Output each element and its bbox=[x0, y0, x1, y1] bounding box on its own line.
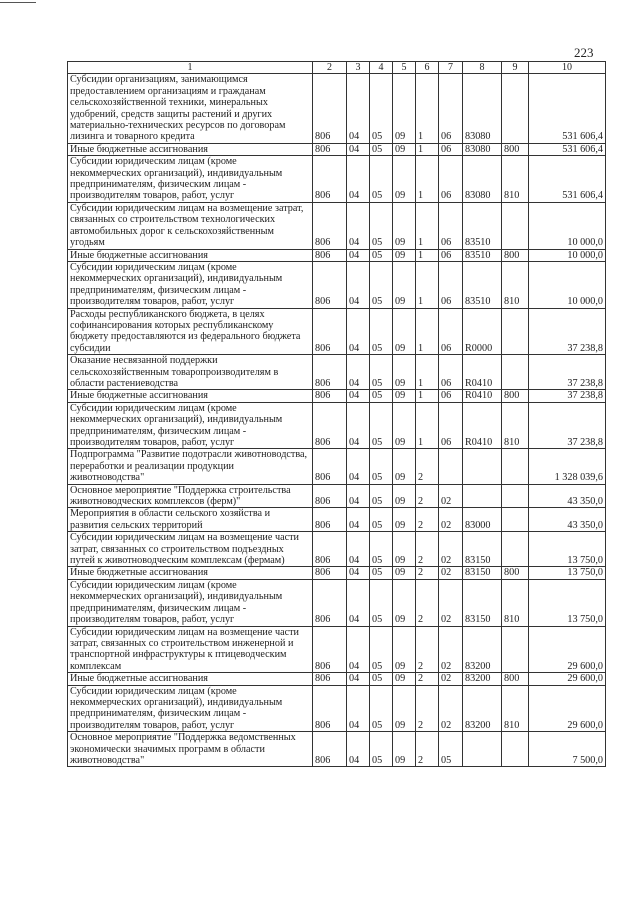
row-section: 04 bbox=[347, 249, 370, 261]
column-header: 7 bbox=[439, 62, 463, 74]
row-activity: 02 bbox=[439, 673, 463, 685]
row-expense-type bbox=[502, 732, 529, 767]
row-amount: 37 238,8 bbox=[529, 355, 606, 390]
row-expense-type bbox=[502, 484, 529, 508]
row-amount: 531 606,4 bbox=[529, 143, 606, 155]
row-ministry-code: 806 bbox=[313, 732, 347, 767]
table-row bbox=[68, 156, 606, 203]
row-subsection: 05 bbox=[370, 390, 393, 402]
row-ministry-code: 806 bbox=[313, 308, 347, 355]
row-amount: 29 600,0 bbox=[529, 673, 606, 685]
row-subsection: 05 bbox=[370, 249, 393, 261]
row-amount: 43 350,0 bbox=[529, 508, 606, 532]
table-row bbox=[68, 202, 606, 249]
row-expense-type bbox=[502, 355, 529, 390]
row-direction: 83200 bbox=[463, 685, 502, 732]
row-subprogram: 1 bbox=[416, 156, 439, 203]
row-amount: 13 750,0 bbox=[529, 567, 606, 579]
row-subsection: 05 bbox=[370, 673, 393, 685]
row-ministry-code: 806 bbox=[313, 249, 347, 261]
row-subsection: 05 bbox=[370, 261, 393, 308]
row-section: 04 bbox=[347, 156, 370, 203]
row-description: Субсидии юридическим лицам на возмещение части затрат, связанных со строительством инженерной и транспортной инфраструктуры к птицеводческим комплексам bbox=[68, 626, 313, 673]
row-subprogram: 1 bbox=[416, 390, 439, 402]
row-ministry-code: 806 bbox=[313, 579, 347, 626]
row-ministry-code: 806 bbox=[313, 685, 347, 732]
row-amount: 13 750,0 bbox=[529, 532, 606, 567]
row-description: Субсидии юридическим лицам (кроме некоммерческих организаций), индивидуальным предпринимателям, физическим лицам - производителям товаров, работ, услуг bbox=[68, 156, 313, 203]
row-direction: R0410 bbox=[463, 402, 502, 449]
row-direction bbox=[463, 484, 502, 508]
table-row bbox=[68, 567, 606, 579]
table-row bbox=[68, 261, 606, 308]
row-ministry-code: 806 bbox=[313, 74, 347, 143]
table-row bbox=[68, 143, 606, 155]
row-expense-type: 810 bbox=[502, 261, 529, 308]
row-direction bbox=[463, 732, 502, 767]
row-ministry-code: 806 bbox=[313, 143, 347, 155]
row-direction: 83150 bbox=[463, 532, 502, 567]
table-row bbox=[68, 484, 606, 508]
row-subsection: 05 bbox=[370, 567, 393, 579]
row-direction: 83510 bbox=[463, 249, 502, 261]
row-subprogram: 2 bbox=[416, 685, 439, 732]
row-subsection: 05 bbox=[370, 532, 393, 567]
row-subprogram: 1 bbox=[416, 249, 439, 261]
row-program: 09 bbox=[393, 74, 416, 143]
row-program: 09 bbox=[393, 390, 416, 402]
row-direction: 83200 bbox=[463, 626, 502, 673]
row-program: 09 bbox=[393, 508, 416, 532]
row-activity: 06 bbox=[439, 74, 463, 143]
row-direction: 83080 bbox=[463, 74, 502, 143]
row-expense-type bbox=[502, 626, 529, 673]
row-expense-type bbox=[502, 449, 529, 484]
row-program: 09 bbox=[393, 355, 416, 390]
row-expense-type: 810 bbox=[502, 579, 529, 626]
row-subprogram: 2 bbox=[416, 567, 439, 579]
row-amount: 29 600,0 bbox=[529, 685, 606, 732]
row-direction: 83150 bbox=[463, 579, 502, 626]
row-direction: 83510 bbox=[463, 202, 502, 249]
row-description: Основное мероприятие "Поддержка строительства животноводческих комплексов (ферм)" bbox=[68, 484, 313, 508]
row-expense-type: 800 bbox=[502, 143, 529, 155]
row-direction: R0000 bbox=[463, 308, 502, 355]
row-description: Основное мероприятие "Поддержка ведомственных экономически значимых программ в области животноводства" bbox=[68, 732, 313, 767]
row-description: Иные бюджетные ассигнования bbox=[68, 567, 313, 579]
table-row bbox=[68, 732, 606, 767]
row-activity: 02 bbox=[439, 508, 463, 532]
table-row bbox=[68, 579, 606, 626]
row-ministry-code: 806 bbox=[313, 202, 347, 249]
row-expense-type bbox=[502, 532, 529, 567]
table-row bbox=[68, 673, 606, 685]
row-section: 04 bbox=[347, 355, 370, 390]
row-description: Расходы республиканского бюджета, в целях софинансирования которых республиканскому бюджету предоставляются из федерального бюджета субсидии bbox=[68, 308, 313, 355]
row-program: 09 bbox=[393, 673, 416, 685]
row-expense-type bbox=[502, 508, 529, 532]
row-description: Иные бюджетные ассигнования bbox=[68, 249, 313, 261]
row-amount: 37 238,8 bbox=[529, 308, 606, 355]
row-direction: 83080 bbox=[463, 143, 502, 155]
row-section: 04 bbox=[347, 308, 370, 355]
row-activity: 06 bbox=[439, 156, 463, 203]
row-subprogram: 1 bbox=[416, 202, 439, 249]
row-ministry-code: 806 bbox=[313, 532, 347, 567]
row-activity: 06 bbox=[439, 308, 463, 355]
column-header: 2 bbox=[313, 62, 347, 74]
row-activity: 05 bbox=[439, 732, 463, 767]
row-direction: R0410 bbox=[463, 390, 502, 402]
row-subprogram: 1 bbox=[416, 308, 439, 355]
row-subsection: 05 bbox=[370, 508, 393, 532]
row-ministry-code: 806 bbox=[313, 449, 347, 484]
row-amount: 10 000,0 bbox=[529, 249, 606, 261]
row-program: 09 bbox=[393, 449, 416, 484]
row-program: 09 bbox=[393, 261, 416, 308]
row-subprogram: 2 bbox=[416, 673, 439, 685]
row-section: 04 bbox=[347, 390, 370, 402]
row-description: Субсидии юридическим лицам (кроме некоммерческих организаций), индивидуальным предпринимателям, физическим лицам - производителям товаров, работ, услуг bbox=[68, 261, 313, 308]
row-program: 09 bbox=[393, 143, 416, 155]
row-section: 04 bbox=[347, 74, 370, 143]
budget-table bbox=[67, 61, 606, 767]
row-activity: 02 bbox=[439, 579, 463, 626]
row-direction: R0410 bbox=[463, 355, 502, 390]
row-activity: 06 bbox=[439, 143, 463, 155]
row-ministry-code: 806 bbox=[313, 390, 347, 402]
row-ministry-code: 806 bbox=[313, 508, 347, 532]
row-direction: 83510 bbox=[463, 261, 502, 308]
table-header-row bbox=[68, 62, 606, 74]
row-program: 09 bbox=[393, 567, 416, 579]
row-ministry-code: 806 bbox=[313, 402, 347, 449]
table-row bbox=[68, 449, 606, 484]
row-program: 09 bbox=[393, 249, 416, 261]
table-row bbox=[68, 355, 606, 390]
row-direction bbox=[463, 449, 502, 484]
row-program: 09 bbox=[393, 626, 416, 673]
row-activity: 06 bbox=[439, 355, 463, 390]
row-description: Субсидии организациям, занимающимся предоставлением организациям и гражданам сельскохозяйственной техники, минеральных удобрений, средств защиты растений и других материально-технических ресурсов по договорам лизинга и товарного кредита bbox=[68, 74, 313, 143]
row-section: 04 bbox=[347, 732, 370, 767]
row-direction: 83200 bbox=[463, 673, 502, 685]
row-amount: 531 606,4 bbox=[529, 74, 606, 143]
row-subsection: 05 bbox=[370, 626, 393, 673]
table-row bbox=[68, 308, 606, 355]
row-description: Субсидии юридическим лицам на возмещение части затрат, связанных со строительством подъездных путей к животноводческим комплексам (фермам) bbox=[68, 532, 313, 567]
row-section: 04 bbox=[347, 484, 370, 508]
column-header: 9 bbox=[502, 62, 529, 74]
row-section: 04 bbox=[347, 567, 370, 579]
row-subsection: 05 bbox=[370, 202, 393, 249]
table-row bbox=[68, 390, 606, 402]
table-row bbox=[68, 249, 606, 261]
row-expense-type: 800 bbox=[502, 567, 529, 579]
table-row bbox=[68, 74, 606, 143]
row-activity: 06 bbox=[439, 402, 463, 449]
row-subprogram: 1 bbox=[416, 261, 439, 308]
row-description: Мероприятия в области сельского хозяйства и развития сельских территорий bbox=[68, 508, 313, 532]
row-section: 04 bbox=[347, 143, 370, 155]
row-direction: 83150 bbox=[463, 567, 502, 579]
row-subprogram: 2 bbox=[416, 508, 439, 532]
row-expense-type: 800 bbox=[502, 390, 529, 402]
table-row bbox=[68, 402, 606, 449]
row-amount: 37 238,8 bbox=[529, 390, 606, 402]
page-number: 223 bbox=[574, 45, 594, 60]
row-subsection: 05 bbox=[370, 579, 393, 626]
row-expense-type bbox=[502, 308, 529, 355]
row-activity: 02 bbox=[439, 567, 463, 579]
row-description: Иные бюджетные ассигнования bbox=[68, 390, 313, 402]
row-subsection: 05 bbox=[370, 74, 393, 143]
table-row bbox=[68, 532, 606, 567]
row-description: Субсидии юридическим лицам (кроме некоммерческих организаций), индивидуальным предпринимателям, физическим лицам - производителям товаров, работ, услуг bbox=[68, 685, 313, 732]
row-section: 04 bbox=[347, 261, 370, 308]
row-ministry-code: 806 bbox=[313, 567, 347, 579]
row-program: 09 bbox=[393, 579, 416, 626]
row-ministry-code: 806 bbox=[313, 156, 347, 203]
row-activity: 06 bbox=[439, 249, 463, 261]
row-program: 09 bbox=[393, 156, 416, 203]
row-program: 09 bbox=[393, 202, 416, 249]
row-amount: 10 000,0 bbox=[529, 202, 606, 249]
column-header: 3 bbox=[347, 62, 370, 74]
row-expense-type bbox=[502, 74, 529, 143]
row-section: 04 bbox=[347, 402, 370, 449]
row-activity: 02 bbox=[439, 685, 463, 732]
row-description: Оказание несвязанной поддержки сельскохозяйственным товаропроизводителям в области растениеводства bbox=[68, 355, 313, 390]
row-program: 09 bbox=[393, 484, 416, 508]
row-expense-type: 810 bbox=[502, 685, 529, 732]
row-subprogram: 1 bbox=[416, 143, 439, 155]
row-activity: 06 bbox=[439, 261, 463, 308]
row-amount: 13 750,0 bbox=[529, 579, 606, 626]
row-ministry-code: 806 bbox=[313, 673, 347, 685]
row-subsection: 05 bbox=[370, 355, 393, 390]
row-subprogram: 2 bbox=[416, 484, 439, 508]
row-amount: 1 328 039,6 bbox=[529, 449, 606, 484]
row-direction: 83000 bbox=[463, 508, 502, 532]
column-header: 1 bbox=[68, 62, 313, 74]
row-program: 09 bbox=[393, 685, 416, 732]
row-subprogram: 2 bbox=[416, 532, 439, 567]
row-subprogram: 1 bbox=[416, 355, 439, 390]
row-amount: 7 500,0 bbox=[529, 732, 606, 767]
row-subsection: 05 bbox=[370, 143, 393, 155]
row-direction: 83080 bbox=[463, 156, 502, 203]
row-description: Субсидии юридическим лицам на возмещение затрат, связанных со строительством технологических автомобильных дорог к сельскохозяйственным угодьям bbox=[68, 202, 313, 249]
column-header: 6 bbox=[416, 62, 439, 74]
row-program: 09 bbox=[393, 402, 416, 449]
row-description: Иные бюджетные ассигнования bbox=[68, 143, 313, 155]
row-section: 04 bbox=[347, 202, 370, 249]
row-section: 04 bbox=[347, 532, 370, 567]
row-subsection: 05 bbox=[370, 308, 393, 355]
row-subprogram: 1 bbox=[416, 74, 439, 143]
row-expense-type bbox=[502, 202, 529, 249]
column-header: 10 bbox=[529, 62, 606, 74]
row-section: 04 bbox=[347, 449, 370, 484]
row-description: Субсидии юридическим лицам (кроме некоммерческих организаций), индивидуальным предпринимателям, физическим лицам - производителям товаров, работ, услуг bbox=[68, 402, 313, 449]
row-amount: 531 606,4 bbox=[529, 156, 606, 203]
row-amount: 29 600,0 bbox=[529, 626, 606, 673]
row-ministry-code: 806 bbox=[313, 261, 347, 308]
row-section: 04 bbox=[347, 626, 370, 673]
row-expense-type: 810 bbox=[502, 156, 529, 203]
row-section: 04 bbox=[347, 579, 370, 626]
row-activity: 02 bbox=[439, 626, 463, 673]
row-activity: 06 bbox=[439, 390, 463, 402]
table-row bbox=[68, 685, 606, 732]
row-activity bbox=[439, 449, 463, 484]
row-section: 04 bbox=[347, 685, 370, 732]
row-subsection: 05 bbox=[370, 402, 393, 449]
row-subprogram: 1 bbox=[416, 402, 439, 449]
row-subprogram: 2 bbox=[416, 626, 439, 673]
column-header: 5 bbox=[393, 62, 416, 74]
row-subsection: 05 bbox=[370, 732, 393, 767]
row-program: 09 bbox=[393, 532, 416, 567]
table-row bbox=[68, 508, 606, 532]
row-amount: 10 000,0 bbox=[529, 261, 606, 308]
row-expense-type: 810 bbox=[502, 402, 529, 449]
row-activity: 06 bbox=[439, 202, 463, 249]
scan-artifact-line bbox=[0, 2, 36, 3]
row-section: 04 bbox=[347, 673, 370, 685]
row-subprogram: 2 bbox=[416, 579, 439, 626]
row-amount: 37 238,8 bbox=[529, 402, 606, 449]
row-subsection: 05 bbox=[370, 449, 393, 484]
row-expense-type: 800 bbox=[502, 673, 529, 685]
row-description: Иные бюджетные ассигнования bbox=[68, 673, 313, 685]
row-amount: 43 350,0 bbox=[529, 484, 606, 508]
column-header: 8 bbox=[463, 62, 502, 74]
table-row bbox=[68, 626, 606, 673]
row-ministry-code: 806 bbox=[313, 355, 347, 390]
row-description: Подпрограмма "Развитие подотрасли животноводства, переработки и реализации продукции животноводства" bbox=[68, 449, 313, 484]
row-ministry-code: 806 bbox=[313, 484, 347, 508]
row-expense-type: 800 bbox=[502, 249, 529, 261]
row-ministry-code: 806 bbox=[313, 626, 347, 673]
row-activity: 02 bbox=[439, 532, 463, 567]
row-section: 04 bbox=[347, 508, 370, 532]
row-subsection: 05 bbox=[370, 685, 393, 732]
row-description: Субсидии юридическим лицам (кроме некоммерческих организаций), индивидуальным предпринимателям, физическим лицам - производителям товаров, работ, услуг bbox=[68, 579, 313, 626]
row-subprogram: 2 bbox=[416, 732, 439, 767]
row-program: 09 bbox=[393, 732, 416, 767]
column-header: 4 bbox=[370, 62, 393, 74]
row-program: 09 bbox=[393, 308, 416, 355]
row-subsection: 05 bbox=[370, 156, 393, 203]
row-subsection: 05 bbox=[370, 484, 393, 508]
row-activity: 02 bbox=[439, 484, 463, 508]
row-subprogram: 2 bbox=[416, 449, 439, 484]
